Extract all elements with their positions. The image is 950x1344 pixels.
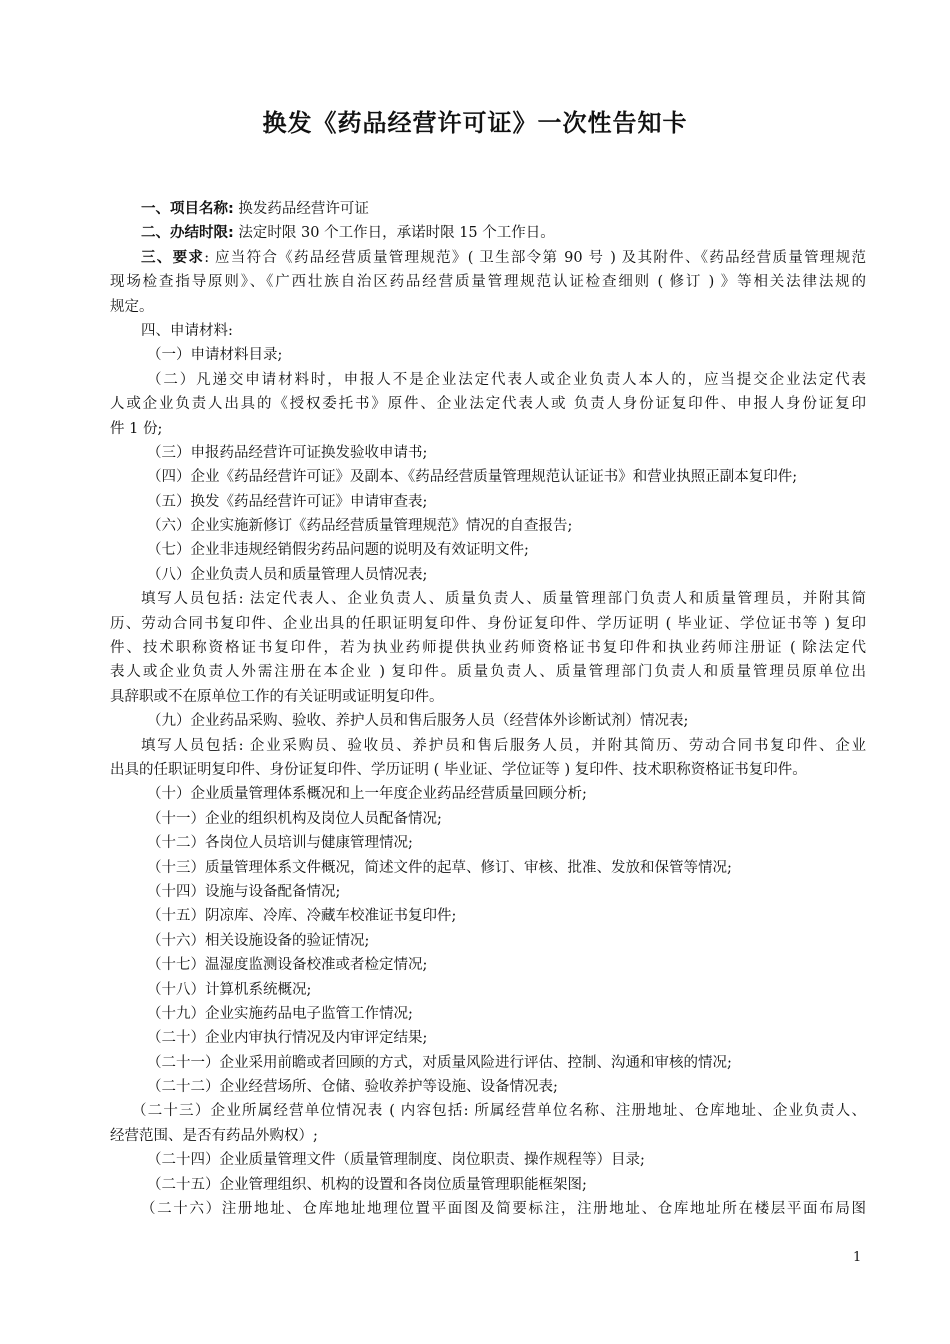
list-item: （十五）阴凉库、冷库、冷藏车校准证书复印件; [147, 908, 457, 925]
list-item: （十一）企业的组织机构及岗位人员配备情况; [147, 810, 442, 827]
list-item: （九）企业药品采购、验收、养护人员和售后服务人员（经营体外诊断试剂）情况表; [147, 713, 689, 730]
time-limit-label: 二、办结时限: [141, 225, 234, 242]
list-item: （十八）计算机系统概况; [147, 981, 312, 998]
paragraph-line: 具辞职或不在原单位工作的有关证明或证明复印件。 [110, 688, 444, 705]
list-item: （十四）设施与设备配备情况; [147, 883, 341, 900]
list-item: （二十二）企业经营场所、仓储、验收养护等设施、设备情况表; [147, 1079, 558, 1096]
list-item: （二）凡递交申请材料时，申报人不是企业法定代表人或企业负责人本人的，应当提交企业法定代表 [147, 371, 866, 388]
requirements-text: : 应当符合《药品经营质量管理规范》( 卫生部令第 90 号 ) 及其附件、《药品经营质量管理规范 [204, 249, 866, 266]
list-item: （十三）质量管理体系文件概况，简述文件的起草、修订、审核、批准、发放和保管等情况; [147, 859, 732, 876]
project-name-value: 换发药品经营许可证 [233, 201, 369, 217]
item-project-name [110, 197, 866, 221]
page-number: 1 [853, 1250, 862, 1265]
document-body [110, 197, 866, 1221]
list-item: （二十六）注册地址、仓库地址地理位置平面图及简要标注，注册地址、仓库地址所在楼层平面布局图 [141, 1201, 866, 1218]
list-item: （十二）各岗位人员培训与健康管理情况; [147, 835, 413, 852]
list-item: （三）申报药品经营许可证换发验收申请书; [147, 444, 428, 461]
paragraph-line: 填写人员包括: 法定代表人、企业负责人、质量负责人、质量管理部门负责人和质量管理员，并附其简 [141, 591, 866, 608]
list-item: （十七）温湿度监测设备校准或者检定情况; [147, 957, 428, 974]
paragraph-line: 历、劳动合同书复印件、企业出具的任职证明复印件、身份证复印件、学历证明 ( 毕业证、学位证书等 ) 复印 [110, 615, 866, 632]
list-item: （五）换发《药品经营许可证》申请审查表; [147, 493, 428, 510]
item-time-limit [110, 221, 866, 245]
list-item: （一）申请材料目录; [147, 347, 283, 364]
list-item: （二十五）企业管理组织、机构的设置和各岗位质量管理职能框架图; [147, 1176, 587, 1193]
paragraph-line: 件 1 份; [110, 420, 163, 437]
paragraph-line: 人或企业负责人出具的《授权委托书》原件、企业法定代表人或 负责人身份证复印件、申报人身份证复印 [110, 396, 866, 413]
list-item: （八）企业负责人员和质量管理人员情况表; [147, 566, 428, 583]
list-item: （十六）相关设施设备的验证情况; [147, 932, 370, 949]
project-name-label: 一、项目名称: [141, 201, 234, 217]
list-item: （二十）企业内审执行情况及内审评定结果; [147, 1030, 428, 1047]
list-item: （十）企业质量管理体系概况和上一年度企业药品经营质量回顾分析; [147, 786, 587, 803]
paragraph-line: 出具的任职证明复印件、身份证复印件、学历证明 ( 毕业证、学位证等 ) 复印件、技术职称资格证书复印件。 [110, 761, 807, 778]
list-item: （七）企业非违规经销假劣药品问题的说明及有效证明文件; [147, 542, 529, 559]
list-item: （六）企业实施新修订《药品经营质量管理规范》情况的自查报告; [147, 518, 573, 535]
paragraph-line: 规定。 [110, 298, 154, 315]
document-title: 换发《药品经营许可证》一次性告知卡 [262, 109, 688, 137]
paragraph-line: 填写人员包括: 企业采购员、验收员、养护员和售后服务人员，并附其简历、劳动合同书复印件、企业 [141, 737, 866, 754]
list-item: （二十三）企业所属经营单位情况表 ( 内容包括: 所属经营单位名称、注册地址、仓库地址、企业负责人、 [132, 1103, 866, 1120]
item-requirements-line-1 [110, 246, 866, 270]
paragraph-line: 件、技术职称资格证书复印件，若为执业药师提供执业药师资格证书复印件和执业药师注册证 ( 除法定代 [110, 640, 866, 657]
paragraph-line: 经营范围、是否有药品外购权）; [110, 1127, 318, 1144]
list-item: （二十四）企业质量管理文件（质量管理制度、岗位职责、操作规程等）目录; [147, 1152, 645, 1169]
list-item: （二十一）企业采用前瞻或者回顾的方式，对质量风险进行评估、控制、沟通和审核的情况; [147, 1054, 732, 1071]
section-heading-materials: 四、申请材料: [141, 322, 233, 339]
paragraph-line: 现场检查指导原则》、《广西壮族自治区药品经营质量管理规范认证检查细则 ( 修订 ) 》等相关法律法规的 [110, 274, 866, 291]
list-item: （十九）企业实施药品电子监管工作情况; [147, 1005, 413, 1022]
paragraph-line: 表人或企业负责人外需注册在本企业 ) 复印件。质量负责人、质量管理部门负责人和质量管理员原单位出 [110, 664, 866, 681]
requirements-label: 三、要求 [141, 249, 205, 266]
list-item: （四）企业《药品经营许可证》及副本、《药品经营质量管理规范认证证书》和营业执照正副本复印件; [147, 469, 798, 486]
time-limit-value: 法定时限 30 个工作日，承诺时限 15 个工作日。 [233, 225, 555, 242]
